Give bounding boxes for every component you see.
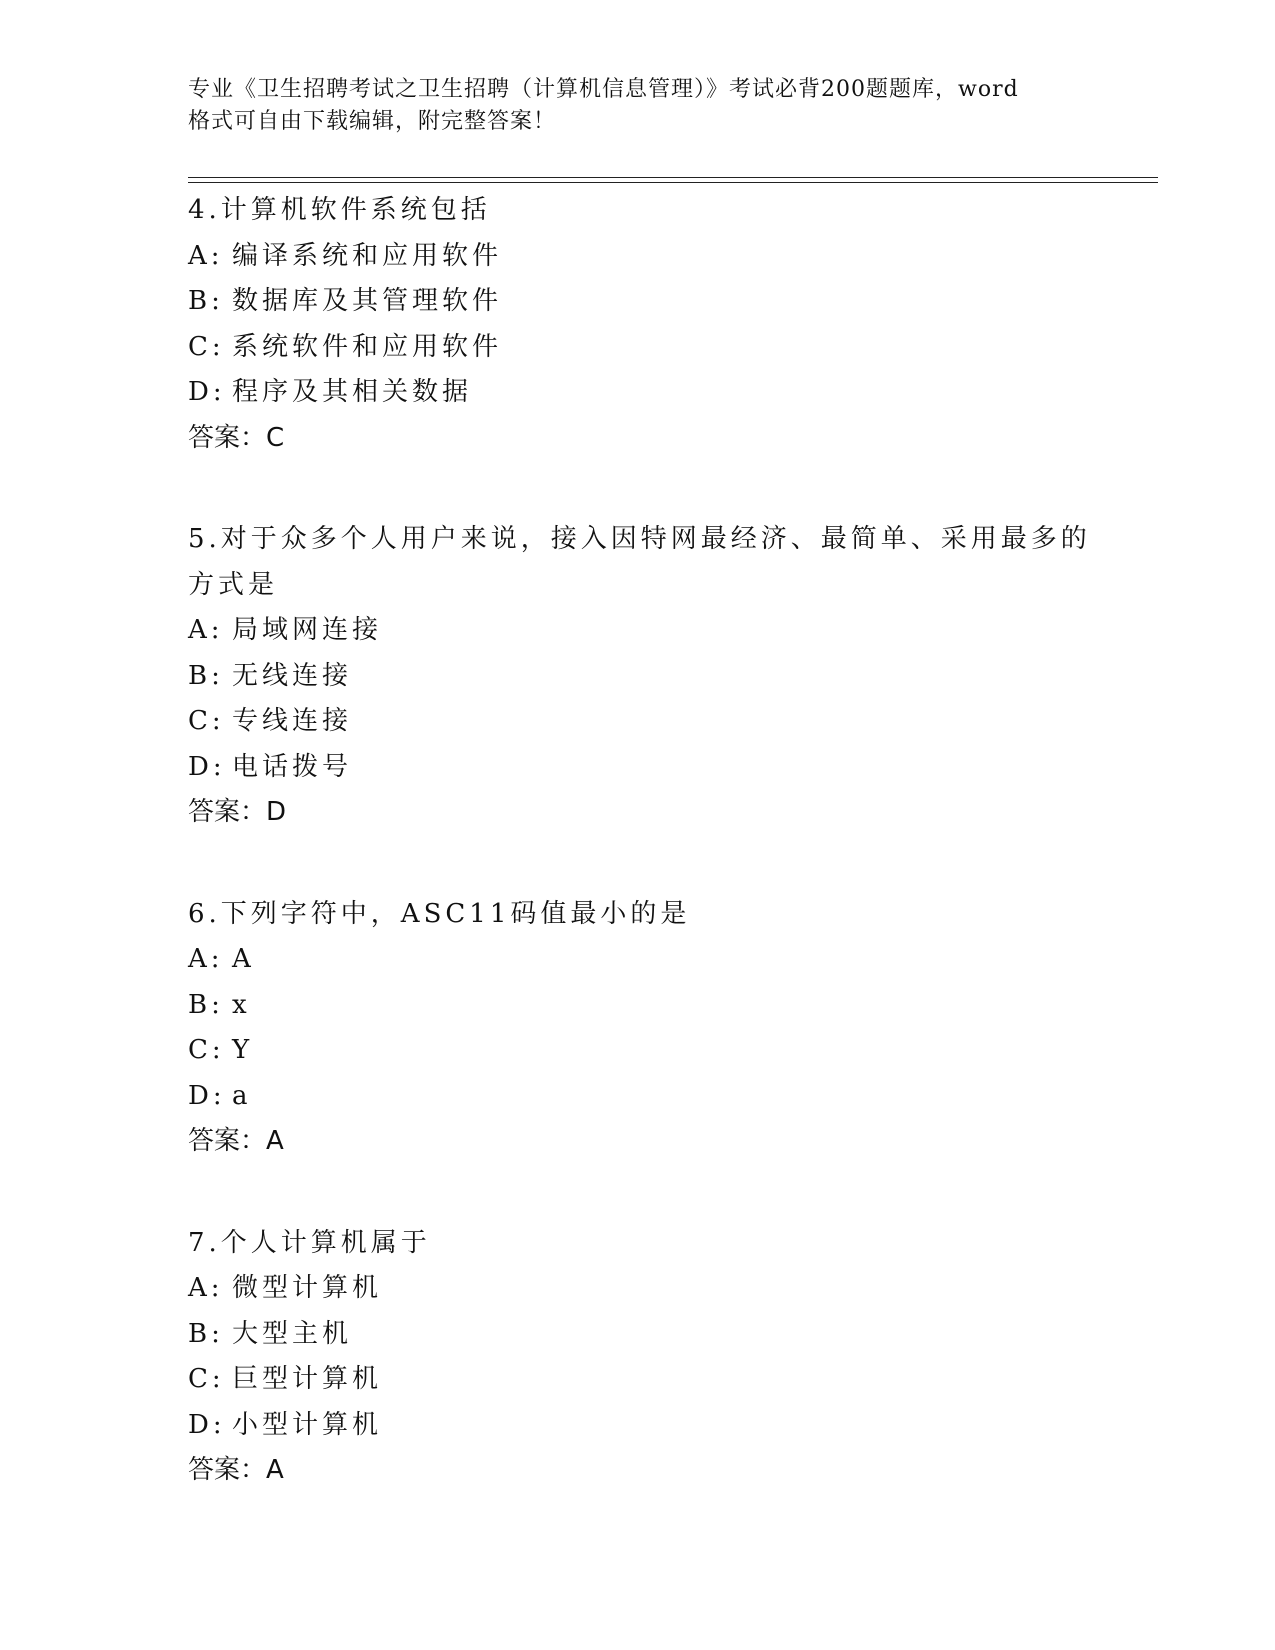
- option-text: a: [232, 1080, 252, 1111]
- option-key: A:: [188, 615, 224, 645]
- question-item: [188, 517, 1148, 836]
- question-stem: 7.个人计算机属于: [188, 1227, 431, 1258]
- option-key: B:: [188, 660, 224, 691]
- answer-label: 答案：C: [188, 422, 285, 453]
- option-c: [188, 325, 1148, 371]
- option-key: D:: [188, 1409, 226, 1440]
- option-c: [188, 1357, 1148, 1403]
- question-item: [188, 1221, 1148, 1494]
- option-a: [188, 608, 1148, 654]
- header-line-2: 格式可自由下载编辑，附完整答案！: [188, 109, 557, 134]
- option-key: C:: [188, 1035, 225, 1065]
- option-key: A:: [188, 240, 224, 271]
- question-item: [188, 188, 1148, 461]
- option-text: 系统软件和应用软件: [232, 331, 503, 362]
- option-text: 电话拨号: [232, 751, 353, 782]
- header-line-1: 专业《卫生招聘考试之卫生招聘（计算机信息管理）》考试必背200题题库，word: [188, 77, 1019, 102]
- option-d: [188, 745, 1148, 791]
- option-key: C:: [188, 706, 225, 736]
- option-key: C:: [188, 331, 225, 362]
- option-text: 巨型计算机: [232, 1364, 383, 1394]
- option-text: 无线连接: [232, 660, 353, 691]
- option-a: [188, 234, 1148, 280]
- question-stem: 6.下列字符中，ASC11码值最小的是: [188, 898, 691, 929]
- option-text: 局域网连接: [232, 615, 383, 645]
- option-text: 微型计算机: [232, 1273, 383, 1303]
- option-d: [188, 1074, 1148, 1120]
- option-a: [188, 1266, 1148, 1312]
- option-c: [188, 699, 1148, 745]
- option-key: B:: [188, 989, 224, 1020]
- header-divider-top: [188, 177, 1158, 178]
- header-divider-bottom: [188, 182, 1158, 183]
- document-header: [188, 74, 1088, 138]
- option-key: A:: [188, 1273, 224, 1303]
- option-key: C:: [188, 1364, 225, 1394]
- option-key: A:: [188, 944, 224, 974]
- option-d: [188, 370, 1148, 416]
- option-key: D:: [188, 751, 226, 782]
- question-stem: 5.对于众多个人用户来说，接入因特网最经济、最简单、采用最多的: [188, 524, 1091, 554]
- option-c: [188, 1028, 1148, 1074]
- option-text: 专线连接: [232, 706, 353, 736]
- option-text: 数据库及其管理软件: [232, 286, 503, 316]
- option-a: [188, 937, 1148, 983]
- option-text: Y: [232, 1035, 254, 1065]
- question-item: [188, 892, 1148, 1165]
- answer-label: 答案：A: [188, 1126, 284, 1156]
- option-text: A: [232, 944, 255, 974]
- question-list: [188, 188, 1148, 1550]
- option-key: B:: [188, 286, 224, 316]
- question-stem: 4.计算机软件系统包括: [188, 195, 491, 225]
- option-b: [188, 983, 1148, 1029]
- option-text: 小型计算机: [232, 1409, 383, 1440]
- option-key: B:: [188, 1318, 224, 1349]
- answer-label: 答案：D: [188, 797, 287, 827]
- option-b: [188, 1312, 1148, 1358]
- option-key: D:: [188, 1080, 226, 1111]
- option-d: [188, 1403, 1148, 1449]
- option-key: D:: [188, 377, 226, 407]
- option-text: 程序及其相关数据: [232, 377, 473, 407]
- option-b: [188, 654, 1148, 700]
- option-text: 大型主机: [232, 1318, 353, 1349]
- option-text: x: [232, 989, 251, 1020]
- answer-label: 答案：A: [188, 1455, 284, 1485]
- option-text: 编译系统和应用软件: [232, 240, 503, 271]
- option-b: [188, 279, 1148, 325]
- question-stem-continued: 方式是: [188, 569, 279, 600]
